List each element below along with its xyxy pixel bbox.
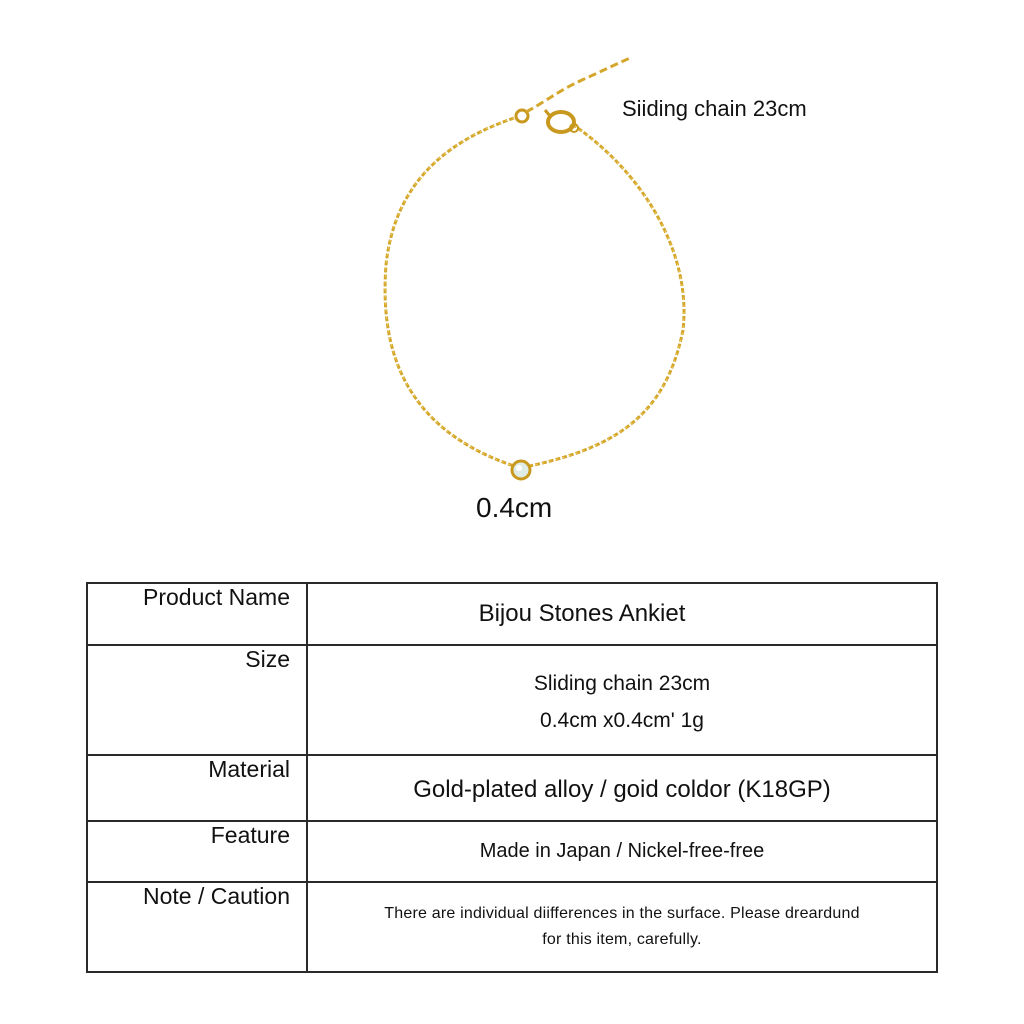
anklet-chain [385,118,684,468]
row-label-size: Size [87,645,307,755]
table-row [87,645,937,755]
table-row [87,821,937,882]
table-row [87,882,937,972]
product-name-value [307,583,937,645]
row-label-product-name: Product Name [87,583,307,645]
extender-chain [526,58,630,112]
size-line-1: Sliding chain 23cm [533,672,711,695]
note-line-1: There are individual diifferences in the surface. Please dreardund [384,905,860,922]
lobster-clasp [545,110,578,132]
table-row [87,755,937,821]
size-line-2: 0.4cm x0.4cm' 1g [540,709,704,732]
chain-length-label: Siiding chain 23cm [622,96,807,121]
row-label-feature: Feature [87,821,307,882]
product-name-text: Bijou Stones Ankiet [478,600,686,627]
material-value [307,755,937,821]
pendant-size-label: 0.4cm [476,492,553,523]
row-label-material: Material [87,755,307,821]
size-value [307,645,937,755]
spec-table [86,582,938,973]
table-row [87,583,937,645]
feature-value [307,821,937,882]
row-label-note-caution: Note / Caution [87,882,307,972]
stone-pendant [512,461,530,479]
feature-text: Made in Japan / Nickel-free-free [479,840,765,862]
note-line-2: for this item, carefully. [542,931,702,948]
material-text: Gold-plated alloy / goid coldor (K18GP) [413,776,831,803]
note-value [307,882,937,972]
